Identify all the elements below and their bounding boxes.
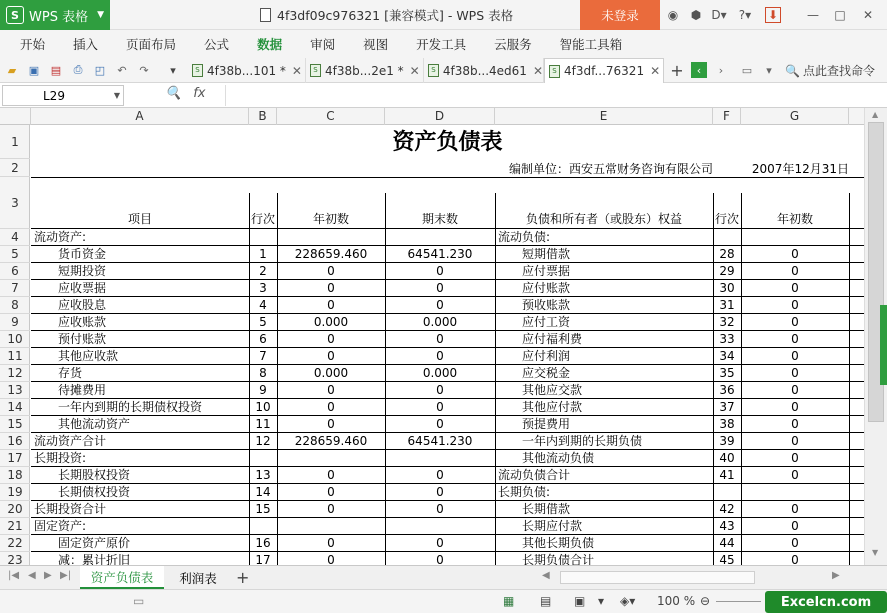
table-cell[interactable]: 0 bbox=[791, 519, 799, 533]
table-cell[interactable]: 0 bbox=[436, 349, 444, 363]
table-cell[interactable]: 0 bbox=[791, 383, 799, 397]
header-cell[interactable]: 项目 bbox=[127, 212, 152, 226]
table-cell[interactable]: 0 bbox=[436, 264, 444, 278]
table-cell[interactable]: 0 bbox=[791, 553, 799, 565]
doc-tab-4[interactable] bbox=[544, 58, 664, 83]
menu-review[interactable]: 审阅 bbox=[310, 37, 336, 52]
command-search[interactable] bbox=[785, 58, 875, 83]
header-cell[interactable]: 期末数 bbox=[421, 212, 458, 226]
table-cell[interactable]: 10 bbox=[255, 400, 271, 414]
open-icon[interactable]: ▰ bbox=[7, 63, 17, 77]
column-border bbox=[713, 193, 714, 565]
status-indicator-icon: ▭ bbox=[133, 594, 145, 608]
close-tab-icon[interactable]: ✕ bbox=[650, 64, 661, 78]
header-cell[interactable]: 行次 bbox=[250, 212, 275, 226]
sheet-tab-balance[interactable]: 资产负债表 bbox=[80, 566, 164, 589]
window-title bbox=[260, 0, 513, 30]
status-bar bbox=[0, 589, 887, 613]
row-header-23[interactable]: 23 bbox=[0, 552, 30, 565]
export-pdf-icon[interactable]: ▤ bbox=[50, 63, 62, 77]
table-cell[interactable]: 0 bbox=[327, 349, 335, 363]
zoom-search-icon[interactable]: 🔍 bbox=[165, 86, 182, 101]
table-cell[interactable]: 28 bbox=[719, 247, 735, 261]
table-cell[interactable]: 应交税金 bbox=[498, 366, 571, 380]
table-cell[interactable]: 应收账款 bbox=[34, 315, 107, 329]
minimize-icon[interactable]: — bbox=[807, 8, 819, 22]
table-cell[interactable]: 38 bbox=[719, 417, 735, 431]
table-cell[interactable]: 应收票据 bbox=[34, 281, 107, 295]
table-cell[interactable]: 40 bbox=[719, 451, 735, 465]
row-header-16[interactable]: 16 bbox=[0, 433, 30, 450]
table-cell[interactable]: 64541.230 bbox=[407, 434, 473, 448]
help-icon[interactable]: ?▾ bbox=[738, 8, 752, 22]
table-cell[interactable]: 0 bbox=[436, 502, 444, 516]
eye-protect-icon[interactable]: ◈▾ bbox=[620, 594, 636, 608]
column-border bbox=[849, 193, 850, 565]
row-header-10[interactable]: 10 bbox=[0, 331, 30, 348]
table-cell[interactable]: 0 bbox=[791, 349, 799, 363]
select-all-corner[interactable] bbox=[0, 108, 31, 125]
window-title-text: 4f3df09c976321 [兼容模式] - WPS 表格 bbox=[277, 8, 514, 23]
table-cell[interactable]: 长期股权投资 bbox=[34, 468, 131, 482]
column-headers bbox=[0, 108, 864, 125]
row-header-14[interactable]: 14 bbox=[0, 399, 30, 416]
table-cell[interactable]: 0 bbox=[791, 332, 799, 346]
doc-tab-2[interactable] bbox=[306, 58, 424, 83]
table-cell[interactable]: 长期投资合计 bbox=[34, 502, 107, 516]
save-icon[interactable]: ▣ bbox=[28, 63, 40, 77]
table-cell[interactable]: 预收账款 bbox=[498, 298, 571, 312]
table-cell[interactable]: 0 bbox=[436, 468, 444, 482]
table-cell[interactable]: 货币资金 bbox=[34, 247, 107, 261]
table-cell[interactable]: 0 bbox=[436, 485, 444, 499]
table-cell[interactable]: 其他长期负债 bbox=[498, 536, 595, 550]
table-cell[interactable]: 17 bbox=[255, 553, 271, 565]
table-cell[interactable]: 应付工资 bbox=[498, 315, 571, 329]
sheet-file-icon: S bbox=[192, 64, 203, 77]
sheet-file-icon: S bbox=[549, 65, 560, 78]
table-cell[interactable]: 0 bbox=[436, 400, 444, 414]
next-tab-icon[interactable]: › bbox=[718, 63, 724, 77]
table-cell[interactable]: 0 bbox=[791, 315, 799, 329]
table-cell[interactable]: 42 bbox=[719, 502, 735, 516]
table-cell[interactable]: 流动负债合计 bbox=[498, 468, 571, 482]
menu-formulas[interactable]: 公式 bbox=[204, 37, 230, 52]
column-border bbox=[249, 193, 250, 565]
table-cell[interactable]: 0 bbox=[791, 536, 799, 550]
close-tab-icon[interactable]: ✕ bbox=[532, 63, 543, 78]
report-date: 2007年12月31日 bbox=[751, 162, 849, 176]
table-cell[interactable]: 预提费用 bbox=[498, 417, 571, 431]
zoom-out-icon[interactable]: ⊖ bbox=[700, 594, 711, 608]
menu-home[interactable]: 开始 bbox=[20, 37, 46, 52]
table-cell[interactable]: 短期投资 bbox=[34, 264, 107, 278]
chevron-down-icon: ▼ bbox=[97, 10, 104, 20]
table-cell[interactable]: 36 bbox=[719, 383, 735, 397]
menu-data[interactable]: 数据 bbox=[257, 37, 283, 52]
site-watermark: Excelcn.com bbox=[765, 591, 887, 613]
download-icon[interactable]: ⬇ bbox=[765, 7, 781, 23]
login-button[interactable]: 未登录 bbox=[580, 0, 660, 30]
sheet-tab-income[interactable]: 利润表 bbox=[179, 570, 217, 586]
table-cell[interactable]: 14 bbox=[255, 485, 271, 499]
scroll-right-icon[interactable]: ▶ bbox=[832, 570, 840, 581]
row-header-19[interactable]: 19 bbox=[0, 484, 30, 501]
table-cell[interactable]: 13 bbox=[255, 468, 271, 482]
tab-list-icon[interactable]: ▭ bbox=[741, 63, 753, 77]
table-cell[interactable]: 0 bbox=[436, 553, 444, 565]
spreadsheet-grid bbox=[0, 108, 864, 565]
table-cell[interactable]: 0 bbox=[791, 468, 799, 482]
table-cell[interactable]: 0 bbox=[436, 298, 444, 312]
menu-developer[interactable]: 开发工具 bbox=[416, 37, 467, 52]
column-header-E[interactable]: E bbox=[495, 108, 713, 125]
row-headers bbox=[0, 125, 30, 565]
menu-insert[interactable]: 插入 bbox=[73, 37, 99, 52]
table-cell[interactable]: 待摊费用 bbox=[34, 383, 107, 397]
table-cell[interactable]: 长期应付款 bbox=[498, 519, 583, 533]
row-header-12[interactable]: 12 bbox=[0, 365, 30, 382]
table-cell[interactable]: 0 bbox=[327, 400, 335, 414]
table-cell[interactable]: 0.000 bbox=[313, 366, 349, 380]
table-cell[interactable]: 44 bbox=[719, 536, 735, 550]
row-header-4[interactable]: 4 bbox=[0, 229, 30, 246]
page-break-view-icon[interactable]: ▣ bbox=[574, 594, 586, 608]
close-tab-icon[interactable]: ✕ bbox=[291, 63, 302, 78]
table-cell[interactable]: 5 bbox=[259, 315, 267, 329]
table-cell[interactable]: 流动资产: bbox=[34, 230, 87, 244]
next-sheet-icon[interactable]: ▶ bbox=[44, 570, 52, 581]
close-icon[interactable]: ✕ bbox=[862, 8, 874, 22]
table-cell[interactable]: 应付利润 bbox=[498, 349, 571, 363]
row-header-11[interactable]: 11 bbox=[0, 348, 30, 365]
title-bar bbox=[0, 0, 887, 30]
search-icon: 🔍 bbox=[785, 63, 800, 78]
reading-mode-icon[interactable]: ▾ bbox=[598, 594, 605, 608]
table-cell[interactable]: 0 bbox=[791, 502, 799, 516]
undo-icon[interactable]: ↶ bbox=[117, 63, 127, 77]
column-header-C[interactable]: C bbox=[277, 108, 385, 125]
horizontal-scroll-thumb[interactable] bbox=[560, 571, 755, 584]
header-top-border bbox=[31, 177, 864, 178]
skin-icon[interactable]: ◉ bbox=[667, 8, 679, 22]
menu-cloud[interactable]: 云服务 bbox=[494, 37, 532, 52]
table-cell[interactable]: 41 bbox=[719, 468, 735, 482]
table-cell[interactable]: 12 bbox=[255, 434, 271, 448]
table-cell[interactable]: 存货 bbox=[34, 366, 83, 380]
row-header-5[interactable]: 5 bbox=[0, 246, 30, 263]
row-header-8[interactable]: 8 bbox=[0, 297, 30, 314]
table-cell[interactable]: 0 bbox=[791, 434, 799, 448]
command-search-label: 点此查找命令 bbox=[802, 64, 875, 78]
table-cell[interactable]: 32 bbox=[719, 315, 735, 329]
row-header-15[interactable]: 15 bbox=[0, 416, 30, 433]
table-cell[interactable]: 一年内到期的长期债权投资 bbox=[34, 400, 203, 414]
first-sheet-icon[interactable]: |◀ bbox=[8, 570, 20, 581]
doc-tab-3[interactable] bbox=[424, 58, 544, 83]
row-header-1[interactable]: 1 bbox=[0, 125, 30, 159]
table-cell[interactable]: 8 bbox=[259, 366, 267, 380]
column-header-G[interactable]: G bbox=[741, 108, 849, 125]
table-cell[interactable]: 31 bbox=[719, 298, 735, 312]
print-preview-icon[interactable]: ◰ bbox=[94, 63, 106, 77]
table-cell[interactable]: 39 bbox=[719, 434, 735, 448]
table-cell[interactable]: 0 bbox=[327, 332, 335, 346]
table-cell[interactable]: 0 bbox=[327, 502, 335, 516]
table-cell[interactable]: 7 bbox=[259, 349, 267, 363]
table-cell[interactable]: 其他流动负债 bbox=[498, 451, 595, 465]
table-cell[interactable]: 0 bbox=[791, 400, 799, 414]
column-header-B[interactable]: B bbox=[249, 108, 277, 125]
side-panel-handle[interactable] bbox=[880, 305, 887, 385]
document-icon bbox=[260, 8, 271, 22]
table-cell[interactable]: 长期投资: bbox=[34, 451, 87, 465]
prev-sheet-icon[interactable]: ◀ bbox=[28, 570, 36, 581]
table-cell[interactable]: 流动资产合计 bbox=[34, 434, 107, 448]
close-tab-icon[interactable]: ✕ bbox=[409, 63, 420, 78]
formula-tools bbox=[165, 86, 205, 101]
table-cell[interactable]: 3 bbox=[259, 281, 267, 295]
table-cell[interactable]: 0 bbox=[327, 264, 335, 278]
table-cell[interactable]: 64541.230 bbox=[407, 247, 473, 261]
sheet-file-icon: S bbox=[310, 64, 321, 77]
table-cell[interactable]: 应付票据 bbox=[498, 264, 571, 278]
table-cell[interactable]: 0 bbox=[436, 417, 444, 431]
column-header-A[interactable]: A bbox=[31, 108, 249, 125]
table-cell[interactable]: 0 bbox=[327, 298, 335, 312]
table-cell[interactable]: 0 bbox=[791, 298, 799, 312]
new-tab-icon[interactable]: + bbox=[670, 60, 684, 80]
menu-bar bbox=[0, 30, 887, 58]
table-cell[interactable]: 0.000 bbox=[313, 315, 349, 329]
column-border bbox=[495, 193, 496, 565]
table-cell[interactable]: 其他流动资产 bbox=[34, 417, 131, 431]
table-cell[interactable]: 0 bbox=[791, 366, 799, 380]
table-cell[interactable]: 0 bbox=[791, 264, 799, 278]
header-bottom-border bbox=[31, 228, 864, 229]
app-menu-button[interactable] bbox=[0, 0, 110, 30]
table-cell[interactable]: 0.000 bbox=[422, 366, 458, 380]
table-cell[interactable]: 228659.460 bbox=[294, 434, 368, 448]
table-cell[interactable]: 固定资产: bbox=[34, 519, 87, 533]
wps-logo-icon: S bbox=[6, 6, 24, 24]
table-cell[interactable]: 短期借款 bbox=[498, 247, 571, 261]
doc-tab-label: 4f3df...76321 bbox=[564, 64, 645, 78]
row-header-20[interactable]: 20 bbox=[0, 501, 30, 518]
settings-icon[interactable]: ⬢ bbox=[690, 8, 702, 22]
table-cell[interactable]: 减：累计折旧 bbox=[34, 553, 131, 565]
table-cell[interactable]: 43 bbox=[719, 519, 735, 533]
table-cell[interactable]: 228659.460 bbox=[294, 247, 368, 261]
table-cell[interactable]: 0 bbox=[791, 417, 799, 431]
table-cell[interactable]: 6 bbox=[259, 332, 267, 346]
feedback-icon[interactable]: D▾ bbox=[711, 8, 727, 22]
table-cell[interactable]: 9 bbox=[259, 383, 267, 397]
table-cell[interactable]: 15 bbox=[255, 502, 271, 516]
table-cell[interactable]: 一年内到期的长期负债 bbox=[498, 434, 643, 448]
normal-view-icon[interactable]: ▦ bbox=[503, 594, 515, 608]
header-cell[interactable]: 负债和所有者（或股东）权益 bbox=[525, 212, 682, 226]
table-cell[interactable]: 4 bbox=[259, 298, 267, 312]
scroll-up-icon[interactable]: ▲ bbox=[872, 110, 879, 119]
table-cell[interactable]: 长期债权投资 bbox=[34, 485, 131, 499]
prev-tab-icon[interactable]: ‹ bbox=[691, 62, 707, 78]
row-header-6[interactable]: 6 bbox=[0, 263, 30, 280]
fx-icon[interactable]: fx bbox=[193, 86, 206, 101]
table-cell[interactable]: 0 bbox=[327, 417, 335, 431]
table-cell[interactable]: 0 bbox=[436, 332, 444, 346]
table-cell[interactable]: 1 bbox=[259, 247, 267, 261]
table-cell[interactable]: 0 bbox=[327, 468, 335, 482]
header-cell[interactable]: 年初数 bbox=[776, 212, 813, 226]
table-cell[interactable]: 0 bbox=[436, 536, 444, 550]
table-cell[interactable]: 0 bbox=[791, 451, 799, 465]
table-cell[interactable]: 37 bbox=[719, 400, 735, 414]
sheet-file-icon: S bbox=[428, 64, 439, 77]
table-cell[interactable]: 流动负债: bbox=[498, 230, 551, 244]
name-box-value: L29 bbox=[43, 88, 65, 103]
row-header-18[interactable]: 18 bbox=[0, 467, 30, 484]
company-unit: 编制单位：西安五常财务咨询有限公司 bbox=[508, 162, 713, 176]
tab-options-icon[interactable]: ▾ bbox=[766, 63, 772, 77]
page-layout-view-icon[interactable]: ▤ bbox=[540, 594, 552, 608]
table-cell[interactable]: 30 bbox=[719, 281, 735, 295]
table-cell[interactable]: 应收股息 bbox=[34, 298, 107, 312]
column-header-D[interactable]: D bbox=[385, 108, 495, 125]
table-cell[interactable]: 0 bbox=[791, 281, 799, 295]
name-box[interactable] bbox=[2, 85, 124, 106]
table-cell[interactable]: 长期负债: bbox=[498, 485, 551, 499]
zoom-slider[interactable] bbox=[716, 601, 761, 602]
column-border bbox=[385, 193, 386, 565]
app-name: WPS 表格 bbox=[29, 9, 89, 25]
sheet-tab-bar bbox=[0, 565, 887, 589]
doc-tab-1[interactable] bbox=[188, 58, 306, 83]
table-cell[interactable]: 固定资产原价 bbox=[34, 536, 131, 550]
table-cell[interactable]: 45 bbox=[719, 553, 735, 565]
column-border bbox=[741, 193, 742, 565]
formula-input[interactable] bbox=[225, 85, 880, 106]
sheet-cells[interactable] bbox=[31, 125, 864, 565]
table-cell[interactable]: 34 bbox=[719, 349, 735, 363]
table-cell[interactable]: 0 bbox=[791, 247, 799, 261]
table-cell[interactable]: 11 bbox=[255, 417, 271, 431]
row-header-21[interactable]: 21 bbox=[0, 518, 30, 535]
row-header-13[interactable]: 13 bbox=[0, 382, 30, 399]
table-cell[interactable]: 0.000 bbox=[422, 315, 458, 329]
row-header-2[interactable]: 2 bbox=[0, 159, 30, 177]
maximize-icon[interactable]: □ bbox=[834, 8, 846, 22]
table-cell[interactable]: 长期借款 bbox=[498, 502, 571, 516]
redo-icon[interactable]: ↷ bbox=[139, 63, 149, 77]
row-header-17[interactable]: 17 bbox=[0, 450, 30, 467]
table-cell[interactable]: 16 bbox=[255, 536, 271, 550]
doc-tab-label: 4f38b...2e1 * bbox=[325, 63, 404, 78]
table-cell[interactable]: 长期负债合计 bbox=[498, 553, 595, 565]
table-cell[interactable]: 其他应付款 bbox=[498, 400, 583, 414]
doc-tab-label: 4f38b...4ed61 bbox=[442, 63, 527, 78]
table-cell[interactable]: 其他应交款 bbox=[498, 383, 583, 397]
table-cell[interactable]: 0 bbox=[327, 281, 335, 295]
sheet-title: 资产负债表 bbox=[392, 129, 503, 155]
row-header-3[interactable]: 3 bbox=[0, 177, 30, 229]
quick-access-dropdown-icon[interactable]: ▾ bbox=[170, 63, 176, 77]
row-header-22[interactable]: 22 bbox=[0, 535, 30, 552]
table-cell[interactable]: 35 bbox=[719, 366, 735, 380]
toolbar bbox=[0, 58, 887, 83]
table-cell[interactable]: 应付福利费 bbox=[498, 332, 583, 346]
add-sheet-icon[interactable]: + bbox=[236, 568, 250, 587]
row-header-7[interactable]: 7 bbox=[0, 280, 30, 297]
table-cell[interactable]: 应付账款 bbox=[498, 281, 571, 295]
table-cell[interactable]: 0 bbox=[436, 281, 444, 295]
menu-view[interactable]: 视图 bbox=[363, 37, 389, 52]
row-header-9[interactable]: 9 bbox=[0, 314, 30, 331]
table-cell[interactable]: 其他应收款 bbox=[34, 349, 119, 363]
table-cell[interactable]: 33 bbox=[719, 332, 735, 346]
table-cell[interactable]: 0 bbox=[327, 536, 335, 550]
zoom-level[interactable]: 100 % bbox=[657, 594, 696, 608]
column-border bbox=[277, 193, 278, 565]
header-cell[interactable]: 年初数 bbox=[312, 212, 349, 226]
table-cell[interactable]: 2 bbox=[259, 264, 267, 278]
table-cell[interactable]: 29 bbox=[719, 264, 735, 278]
doc-tab-label: 4f38b...101 * bbox=[207, 63, 286, 78]
scroll-left-icon[interactable]: ◀ bbox=[542, 570, 550, 581]
chevron-down-icon: ▼ bbox=[113, 91, 120, 100]
table-cell[interactable]: 0 bbox=[327, 553, 335, 565]
menu-toolbox[interactable]: 智能工具箱 bbox=[559, 37, 623, 52]
table-cell[interactable]: 0 bbox=[436, 383, 444, 397]
print-icon[interactable]: ⎙ bbox=[73, 63, 83, 76]
header-cell[interactable]: 行次 bbox=[714, 212, 739, 226]
table-cell[interactable]: 预付账款 bbox=[34, 332, 107, 346]
formula-bar bbox=[0, 83, 887, 108]
scroll-down-icon[interactable]: ▼ bbox=[872, 548, 879, 557]
column-header-F[interactable]: F bbox=[713, 108, 741, 125]
table-cell[interactable]: 0 bbox=[327, 383, 335, 397]
table-cell[interactable]: 0 bbox=[327, 485, 335, 499]
menu-page-layout[interactable]: 页面布局 bbox=[126, 37, 177, 52]
last-sheet-icon[interactable]: ▶| bbox=[60, 570, 72, 581]
